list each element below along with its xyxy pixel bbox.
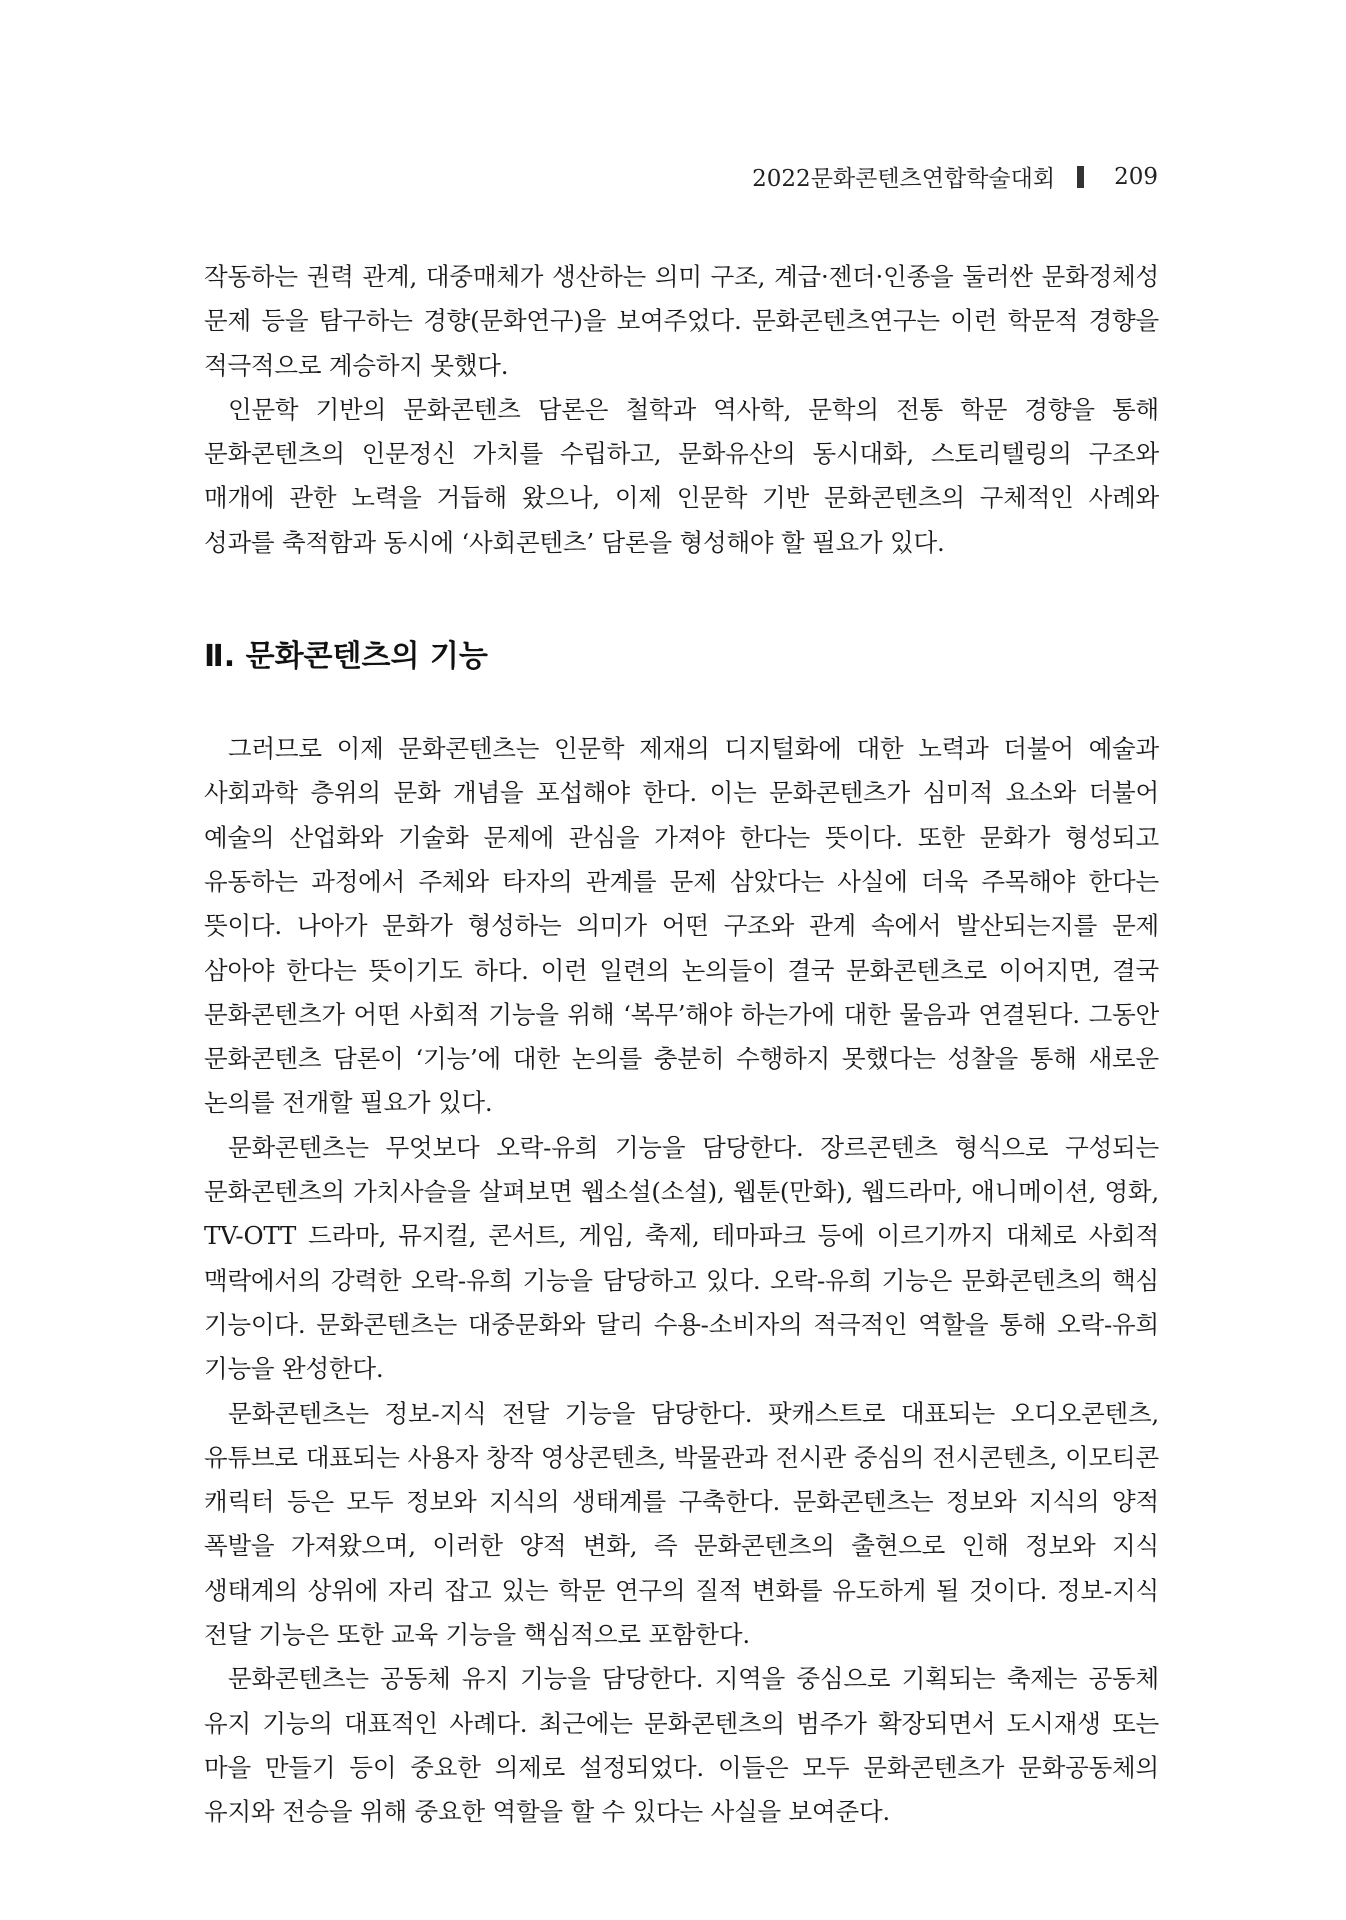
section-heading: Ⅱ. 문화콘텐츠의 기능 [204, 639, 488, 675]
header-divider-bar [1077, 166, 1084, 188]
page-number: 209 [1114, 163, 1158, 190]
body-text [204, 255, 1159, 1835]
paragraph: 작동하는 권력 관계, 대중매체가 생산하는 의미 구조, 계급·젠더·인종을 둘러싼 문화정체성 문제 등을 탐구하는 경향(문화연구)을 보여주었다. 문화콘텐츠연구는 이런 학문적 경향을 적극적으로 계승하지 못했다. [204, 262, 1159, 380]
conference-title: 2022문화콘텐츠연합학술대회 [752, 166, 1056, 192]
paragraph: 문화콘텐츠는 무엇보다 오락-유희 기능을 담당한다. 장르콘텐츠 형식으로 구성되는 문화콘텐츠의 가치사슬을 살펴보면 웹소설(소설), 웹툰(만화), 웹드라마, 애니메이션, 영화, TV-OTT 드라마, 뮤지컬, 콘서트, 게임, 축제, 테마파크 등에 이르기까지 대체로 사회적 맥락에서의 강력한 오락-유희 기능을 담당하고 있다. 오락-유희 기능은 문화콘텐츠의 핵심 기능이다. 문화콘텐츠는 대중문화와 달리 수용-소비자의 적극적인 역할을 통해 오락-유희 기능을 완성한다. [204, 1132, 1159, 1384]
paragraph: 인문학 기반의 문화콘텐츠 담론은 철학과 역사학, 문학의 전통 학문 경향을 통해 문화콘텐츠의 인문정신 가치를 수립하고, 문화유산의 동시대화, 스토리텔링의 구조와 매개에 관한 노력을 거듭해 왔으나, 이제 인문학 기반 문화콘텐츠의 구체적인 사례와 성과를 축적함과 동시에 ‘사회콘텐츠’ 담론을 형성해야 할 필요가 있다. [204, 394, 1159, 557]
paragraph: 문화콘텐츠는 정보-지식 전달 기능을 담당한다. 팟캐스트로 대표되는 오디오콘텐츠, 유튜브로 대표되는 사용자 창작 영상콘텐츠, 박물관과 전시관 중심의 전시콘텐츠, 이모티콘 캐릭터 등은 모두 정보와 지식의 생태계를 구축한다. 문화콘텐츠는 정보와 지식의 양적 폭발을 가져왔으며, 이러한 양적 변화, 즉 문화콘텐츠의 출현으로 인해 정보와 지식 생태계의 상위에 자리 잡고 있는 학문 연구의 질적 변화를 유도하게 될 것이다. 정보-지식 전달 기능은 또한 교육 기능을 핵심적으로 포함한다. [204, 1398, 1159, 1650]
paragraph: 그러므로 이제 문화콘텐츠는 인문학 제재의 디지털화에 대한 노력과 더불어 예술과 사회과학 층위의 문화 개념을 포섭해야 한다. 이는 문화콘텐츠가 심미적 요소와 더불어 예술의 산업화와 기술화 문제에 관심을 가져야 한다는 뜻이다. 또한 문화가 형성되고 유동하는 과정에서 주체와 타자의 관계를 문제 삼았다는 사실에 더욱 주목해야 한다는 뜻이다. 나아가 문화가 형성하는 의미가 어떤 구조와 관계 속에서 발산되는지를 문제 삼아야 한다는 뜻이기도 하다. 이런 일련의 논의들이 결국 문화콘텐츠로 이어지면, 결국 문화콘텐츠가 어떤 사회적 기능을 위해 ‘복무’해야 하는가에 대한 물음과 연결된다. 그동안 문화콘텐츠 담론이 ‘기능’에 대한 논의를 충분히 수행하지 못했다는 성찰을 통해 새로운 논의를 전개할 필요가 있다. [204, 734, 1159, 1118]
running-header [752, 160, 1158, 193]
paragraph: 문화콘텐츠는 공동체 유지 기능을 담당한다. 지역을 중심으로 기획되는 축제는 공동체 유지 기능의 대표적인 사례다. 최근에는 문화콘텐츠의 범주가 확장되면서 도시재생 또는 마을 만들기 등이 중요한 의제로 설정되었다. 이들은 모두 문화콘텐츠가 문화공동체의 유지와 전승을 위해 중요한 역할을 할 수 있다는 사실을 보여준다. [204, 1664, 1159, 1827]
